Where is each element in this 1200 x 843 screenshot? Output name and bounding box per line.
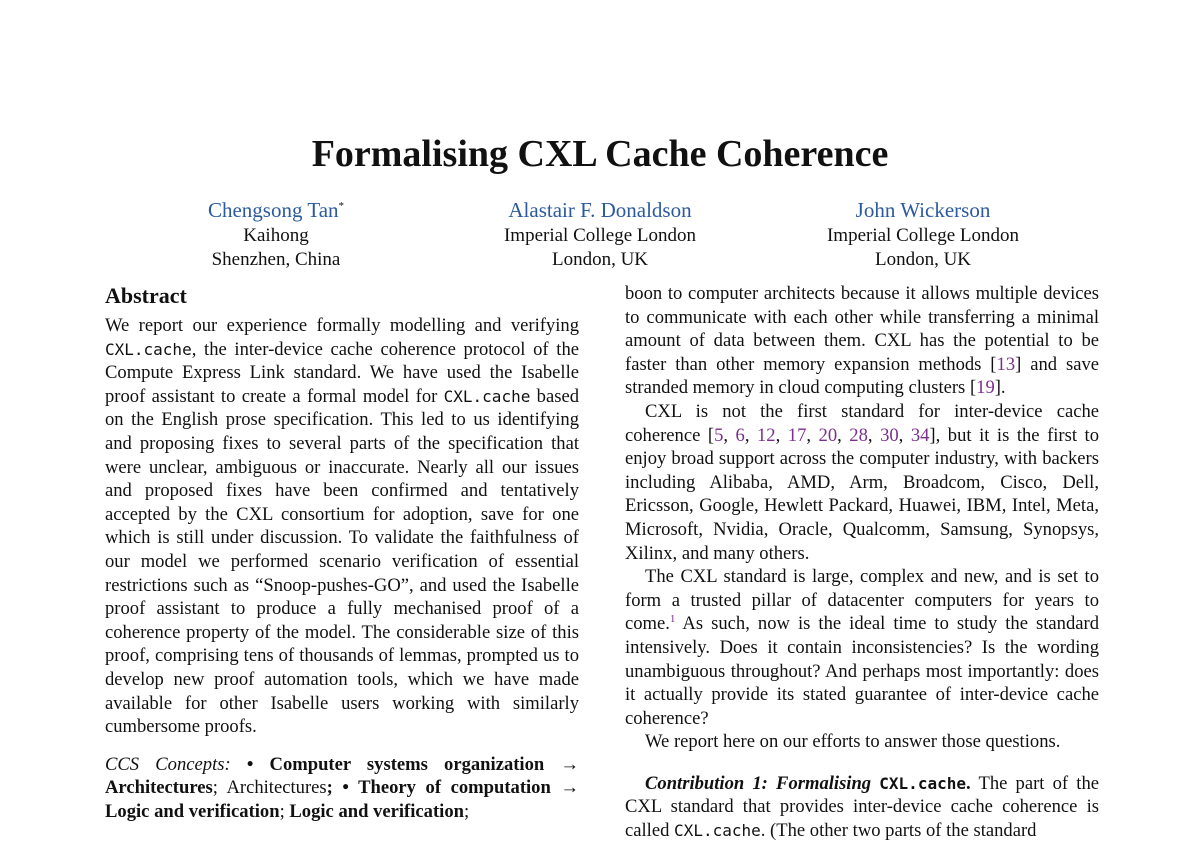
citation-link[interactable]: 19 — [976, 377, 995, 399]
citation-link[interactable]: 34 — [910, 424, 930, 446]
abstract-paragraph: We report our experience formally modelling and verifying CXL.cache, the inter-device cache coherence protocol of the Compute Express Link standard. We have used the Isabelle proof assistant to create a formal model for CXL.cache based on the English prose specification. This led to us identifying and proposing fixes to several parts of the specification that were unclear, ambiguous or inaccurate. Nearly all our issues and proposed fixes have been confirmed and tentatively accepted by the CXL consortium for adoption, save for one which is still under discussion. To validate the faithfulness of our model we performed scenario verification of essential restrictions such as “Snoop-pushes-GO”, and used the Isabelle proof assistant to produce a fully mechanised proof of a coherence property of the model. The considerable size of this proof, comprising tens of thousands of lemmas, prompted us to develop new proof automation tools, which we have made available for other Isabelle users working with similarly cumbersome proofs. — [105, 315, 579, 738]
author-affiliation: Imperial College London — [826, 225, 1020, 246]
intro-paragraph-4: We report here on our efforts to answer those questions. — [645, 731, 1061, 753]
abstract-heading: Abstract — [105, 283, 187, 308]
ccs-label: CCS Concepts: — [105, 753, 231, 775]
author-block-1 — [106, 196, 446, 272]
author-footnote-mark: * — [338, 200, 345, 212]
citation-link[interactable]: 30 — [880, 424, 899, 446]
citation-link[interactable]: 28 — [849, 424, 868, 446]
citation-link[interactable]: 17 — [787, 424, 807, 446]
citation-link[interactable]: 12 — [757, 424, 776, 446]
author-name[interactable]: Alastair F. Donaldson — [508, 198, 692, 222]
author-affiliation: Imperial College London — [503, 225, 697, 246]
author-location: Shenzhen, China — [211, 249, 341, 270]
paper-title: Formalising CXL Cache Coherence — [311, 133, 889, 175]
contribution-label: Contribution 1: Formalising — [645, 772, 880, 794]
left-column — [105, 282, 579, 823]
citation-link[interactable]: 5 — [714, 424, 724, 446]
author-name[interactable]: Chengsong Tan* — [207, 198, 345, 222]
author-name[interactable]: John Wickerson — [855, 198, 991, 222]
citation-link[interactable]: 20 — [818, 424, 838, 446]
citation-link[interactable]: 6 — [735, 424, 745, 446]
author-location: London, UK — [551, 249, 649, 270]
code-cxl-cache: CXL.cache — [674, 821, 761, 841]
citation-link[interactable]: 13 — [996, 353, 1016, 375]
contribution-paragraph: Contribution 1: Formalising CXL.cache. The part of the CXL standard that provides inter-device cache coherence is called CXL.cache. (The other two parts of the standard — [625, 772, 1099, 842]
intro-paragraph-1: boon to computer architects because it allows multiple devices to communicate with each other while transferring a minimal amount of data between them. CXL has the potential to be faster than other memory expansion methods [13] and save stranded memory in cloud computing clusters [19]. — [625, 283, 1099, 399]
author-block-2 — [430, 196, 770, 272]
author-location: London, UK — [874, 249, 972, 270]
footnote-link[interactable]: 1 — [669, 613, 676, 626]
author-block-3 — [753, 196, 1093, 272]
code-cxl-cache: CXL.cache — [443, 386, 531, 406]
ccs-concepts: CCS Concepts: • Computer systems organization → Architectures; Architectures; • Theory of computation → Logic and verification; Logic and verification; — [105, 753, 579, 822]
intro-paragraph-2: CXL is not the first standard for inter-device cache coherence [5, 6, 12, 17, 20, 28, 30, 34], but it is the first to enjoy broad support across the computer industry, with backers including Alibaba, AMD, Arm, Broadcom, Cisco, Dell, Ericsson, Google, Hewlett Packard, Huawei, IBM, Intel, Meta, Microsoft, Nvidia, Oracle, Qualcomm, Samsung, Synopsys, Xilinx, and many others. — [625, 400, 1100, 564]
code-cxl-cache: CXL.cache — [879, 773, 966, 793]
intro-paragraph-3: The CXL standard is large, complex and new, and is set to form a trusted pillar of datacenter computers for years to come.$^1$ As such, now is the ideal time to study the standard intensively. Does it contain inconsistencies? Is the wording unambiguous throughout? And perhaps most importantly: does it actually provide its stated guarantee of inter-device cache coherence? — [625, 566, 1099, 729]
code-cxl-cache: CXL.cache — [105, 339, 192, 359]
author-affiliation: Kaihong — [243, 225, 309, 246]
right-column — [625, 282, 1099, 843]
